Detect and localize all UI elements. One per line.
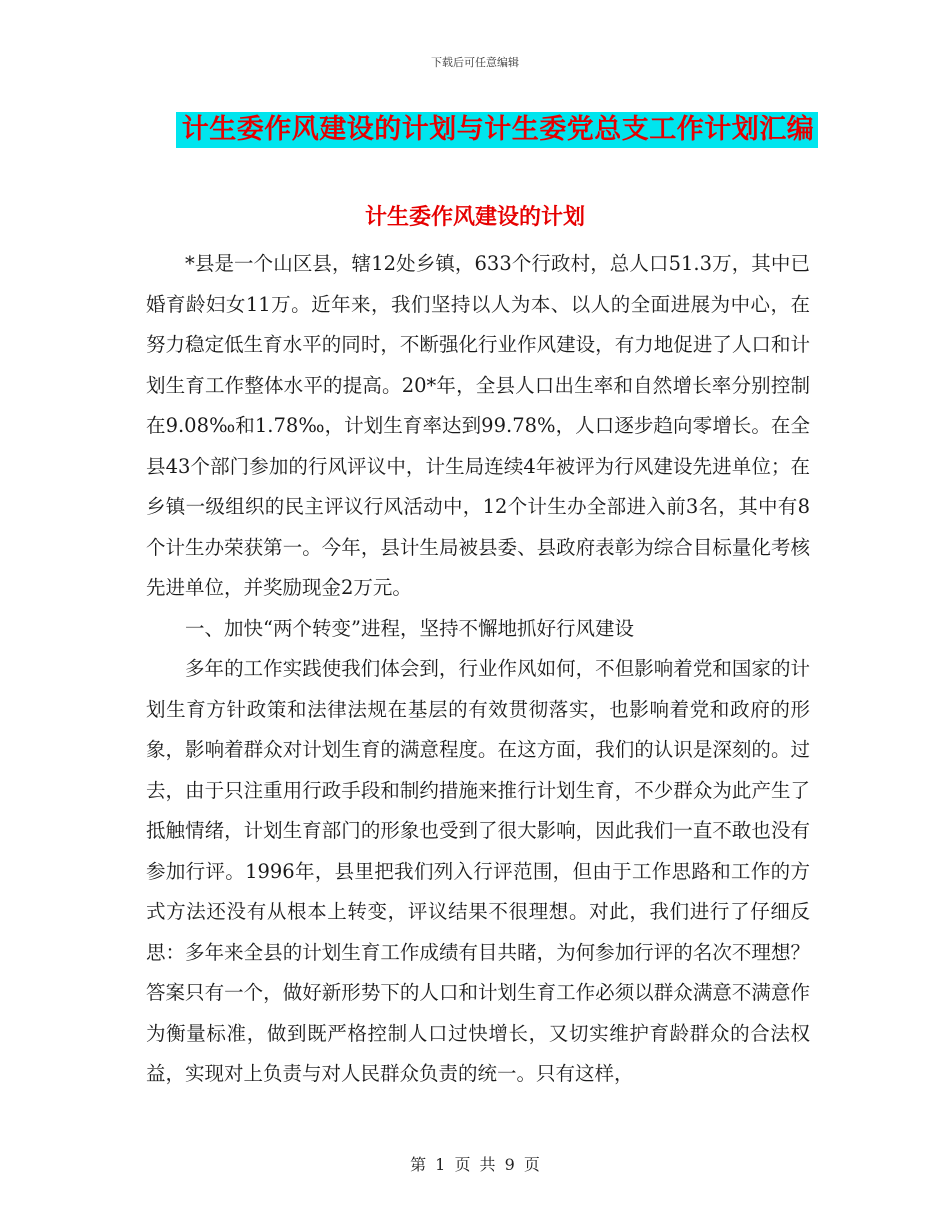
paragraph-intro: *县是一个山区县，辖12处乡镇，633个行政村，总人口51.3万，其中已婚育龄妇女11万。近年来，我们坚持以人为本、以人的全面进展为中心，在努力稳定低生育水平的同时，不断强化行业作风建设，有力地促进了人口和计划生育工作整体水平的提高。20*年，全县人口出生率和自然增长率分别控制在9.08‰和1.78‰，计划生育率达到99.78%，人口逐步趋向零增长。在全县43个部门参加的行风评议中，计生局连续4年被评为行风建设先进单位；在乡镇一级组织的民主评议行风活动中，12个计生办全部进入前3名，其中有8个计生办荣获第一。今年，县计生局被县委、县政府表彰为综合目标量化考核先进单位，并奖励现金2万元。 <box>146 252 810 599</box>
document-body <box>146 244 810 1095</box>
main-title: 计生委作风建设的计划与计生委党总支工作计划汇编 <box>176 112 819 148</box>
main-title-container <box>0 112 950 148</box>
paragraph-heading-one: 一、加快“两个转变”进程，坚持不懈地抓好行风建设 <box>185 616 634 640</box>
page-header: 下载后可任意编辑 <box>431 56 519 69</box>
page-footer: 第 1 页 共 9 页 <box>410 1155 540 1174</box>
section-title: 计生委作风建设的计划 <box>364 205 585 230</box>
paragraph-practice: 多年的工作实践使我们体会到，行业作风如何，不但影响着党和国家的计划生育方针政策和法律法规在基层的有效贯彻落实，也影响着党和政府的形象，影响着群众对计划生育的满意程度。在这方面，我们的认识是深刻的。过去，由于只注重用行政手段和制约措施来推行计划生育，不少群众为此产生了抵触情绪，计划生育部门的形象也受到了很大影响，因此我们一直不敢也没有参加行评。1996年，县里把我们列入行评范围，但由于工作思路和工作的方式方法还没有从根本上转变，评议结果不很理想。对此，我们进行了仔细反思：多年来全县的计划生育工作成绩有目共睹，为何参加行评的名次不理想？答案只有一个，做好新形势下的人口和计划生育工作必须以群众满意不满意作为衡量标准，做到既严格控制人口过快增长，又切实维护育龄群众的合法权益，实现对上负责与对人民群众负责的统一。只有这样， <box>146 657 810 1085</box>
